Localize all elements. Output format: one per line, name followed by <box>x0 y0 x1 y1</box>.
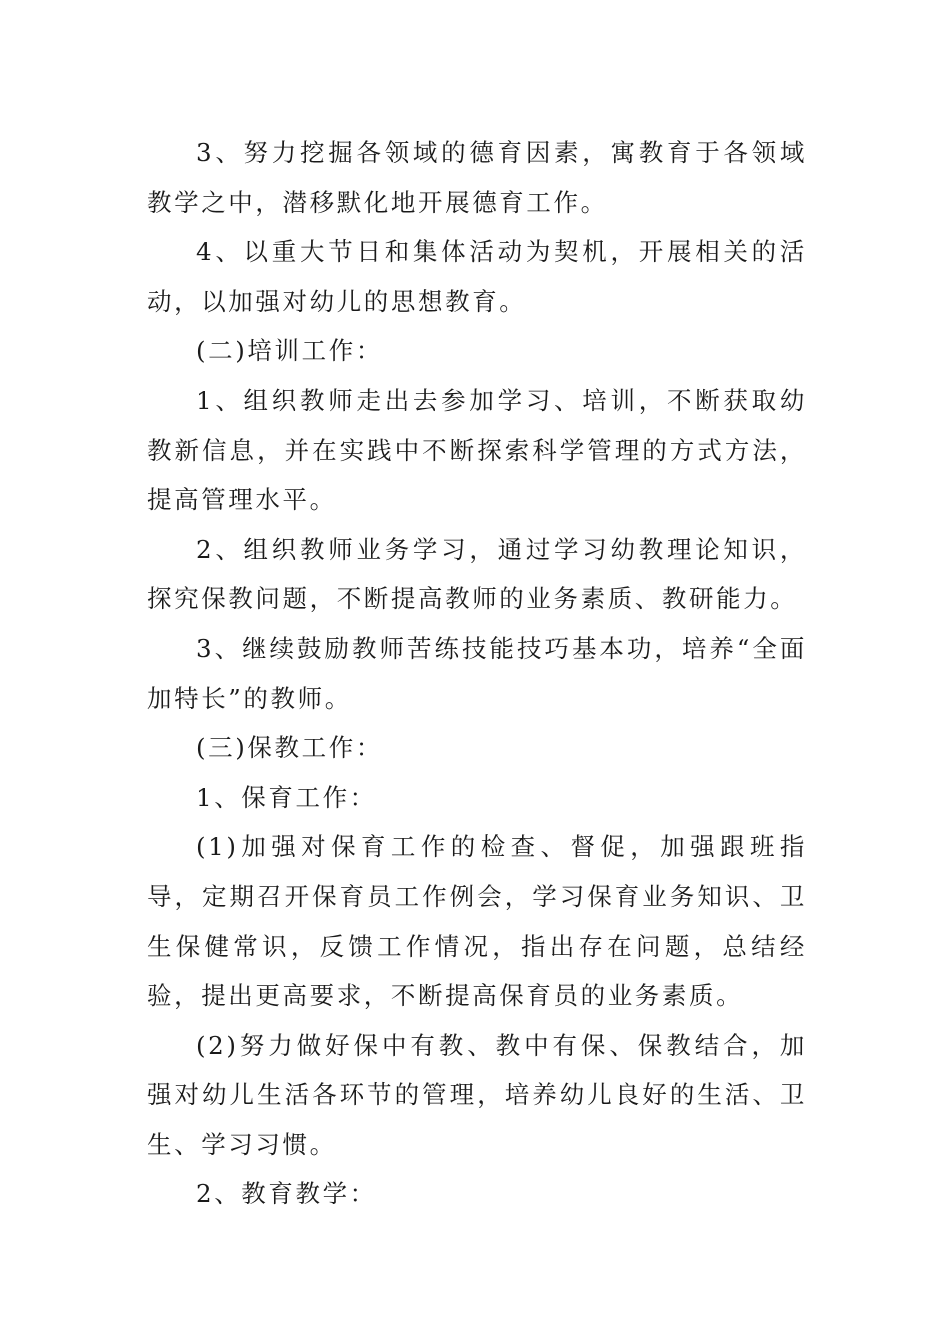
section-heading-care-education: (三)保教工作： <box>196 733 383 763</box>
paragraph-training-1: 1、组织教师走出去参加学习、培训，不断获取幼教新信息，并在实践中不断探索科学管理的方式方法，提高管理水平。 <box>147 385 807 515</box>
paragraph-moral-education-3: 3、努力挖掘各领域的德育因素，寓教育于各领域教学之中，潜移默化地开展德育工作。 <box>147 138 807 217</box>
paragraph-training-2: 2、组织教师业务学习，通过学习幼教理论知识，探究保教问题，不断提高教师的业务素质、教研能力。 <box>147 534 807 614</box>
subheading-childcare: 1、保育工作： <box>196 782 377 812</box>
document-body <box>147 128 807 1219</box>
paragraph-moral-education-4: 4、以重大节日和集体活动为契机，开展相关的活动，以加强对幼儿的思想教育。 <box>147 237 807 316</box>
paragraph-training-3: 3、继续鼓励教师苦练技能技巧基本功，培养“全面加特长”的教师。 <box>147 633 807 713</box>
subheading-teaching: 2、教育教学： <box>196 1179 377 1209</box>
paragraph-childcare-2: (2)努力做好保中有教、教中有保、保教结合，加强对幼儿生活各环节的管理，培养幼儿良好的生活、卫生、学习习惯。 <box>147 1030 807 1159</box>
paragraph-childcare-1: (1)加强对保育工作的检查、督促，加强跟班指导，定期召开保育员工作例会，学习保育业务知识、卫生保健常识，反馈工作情况，指出存在问题，总结经验，提出更高要求，不断提高保育员的业务素质。 <box>147 832 807 1011</box>
section-heading-training: (二)培训工作： <box>196 336 383 366</box>
